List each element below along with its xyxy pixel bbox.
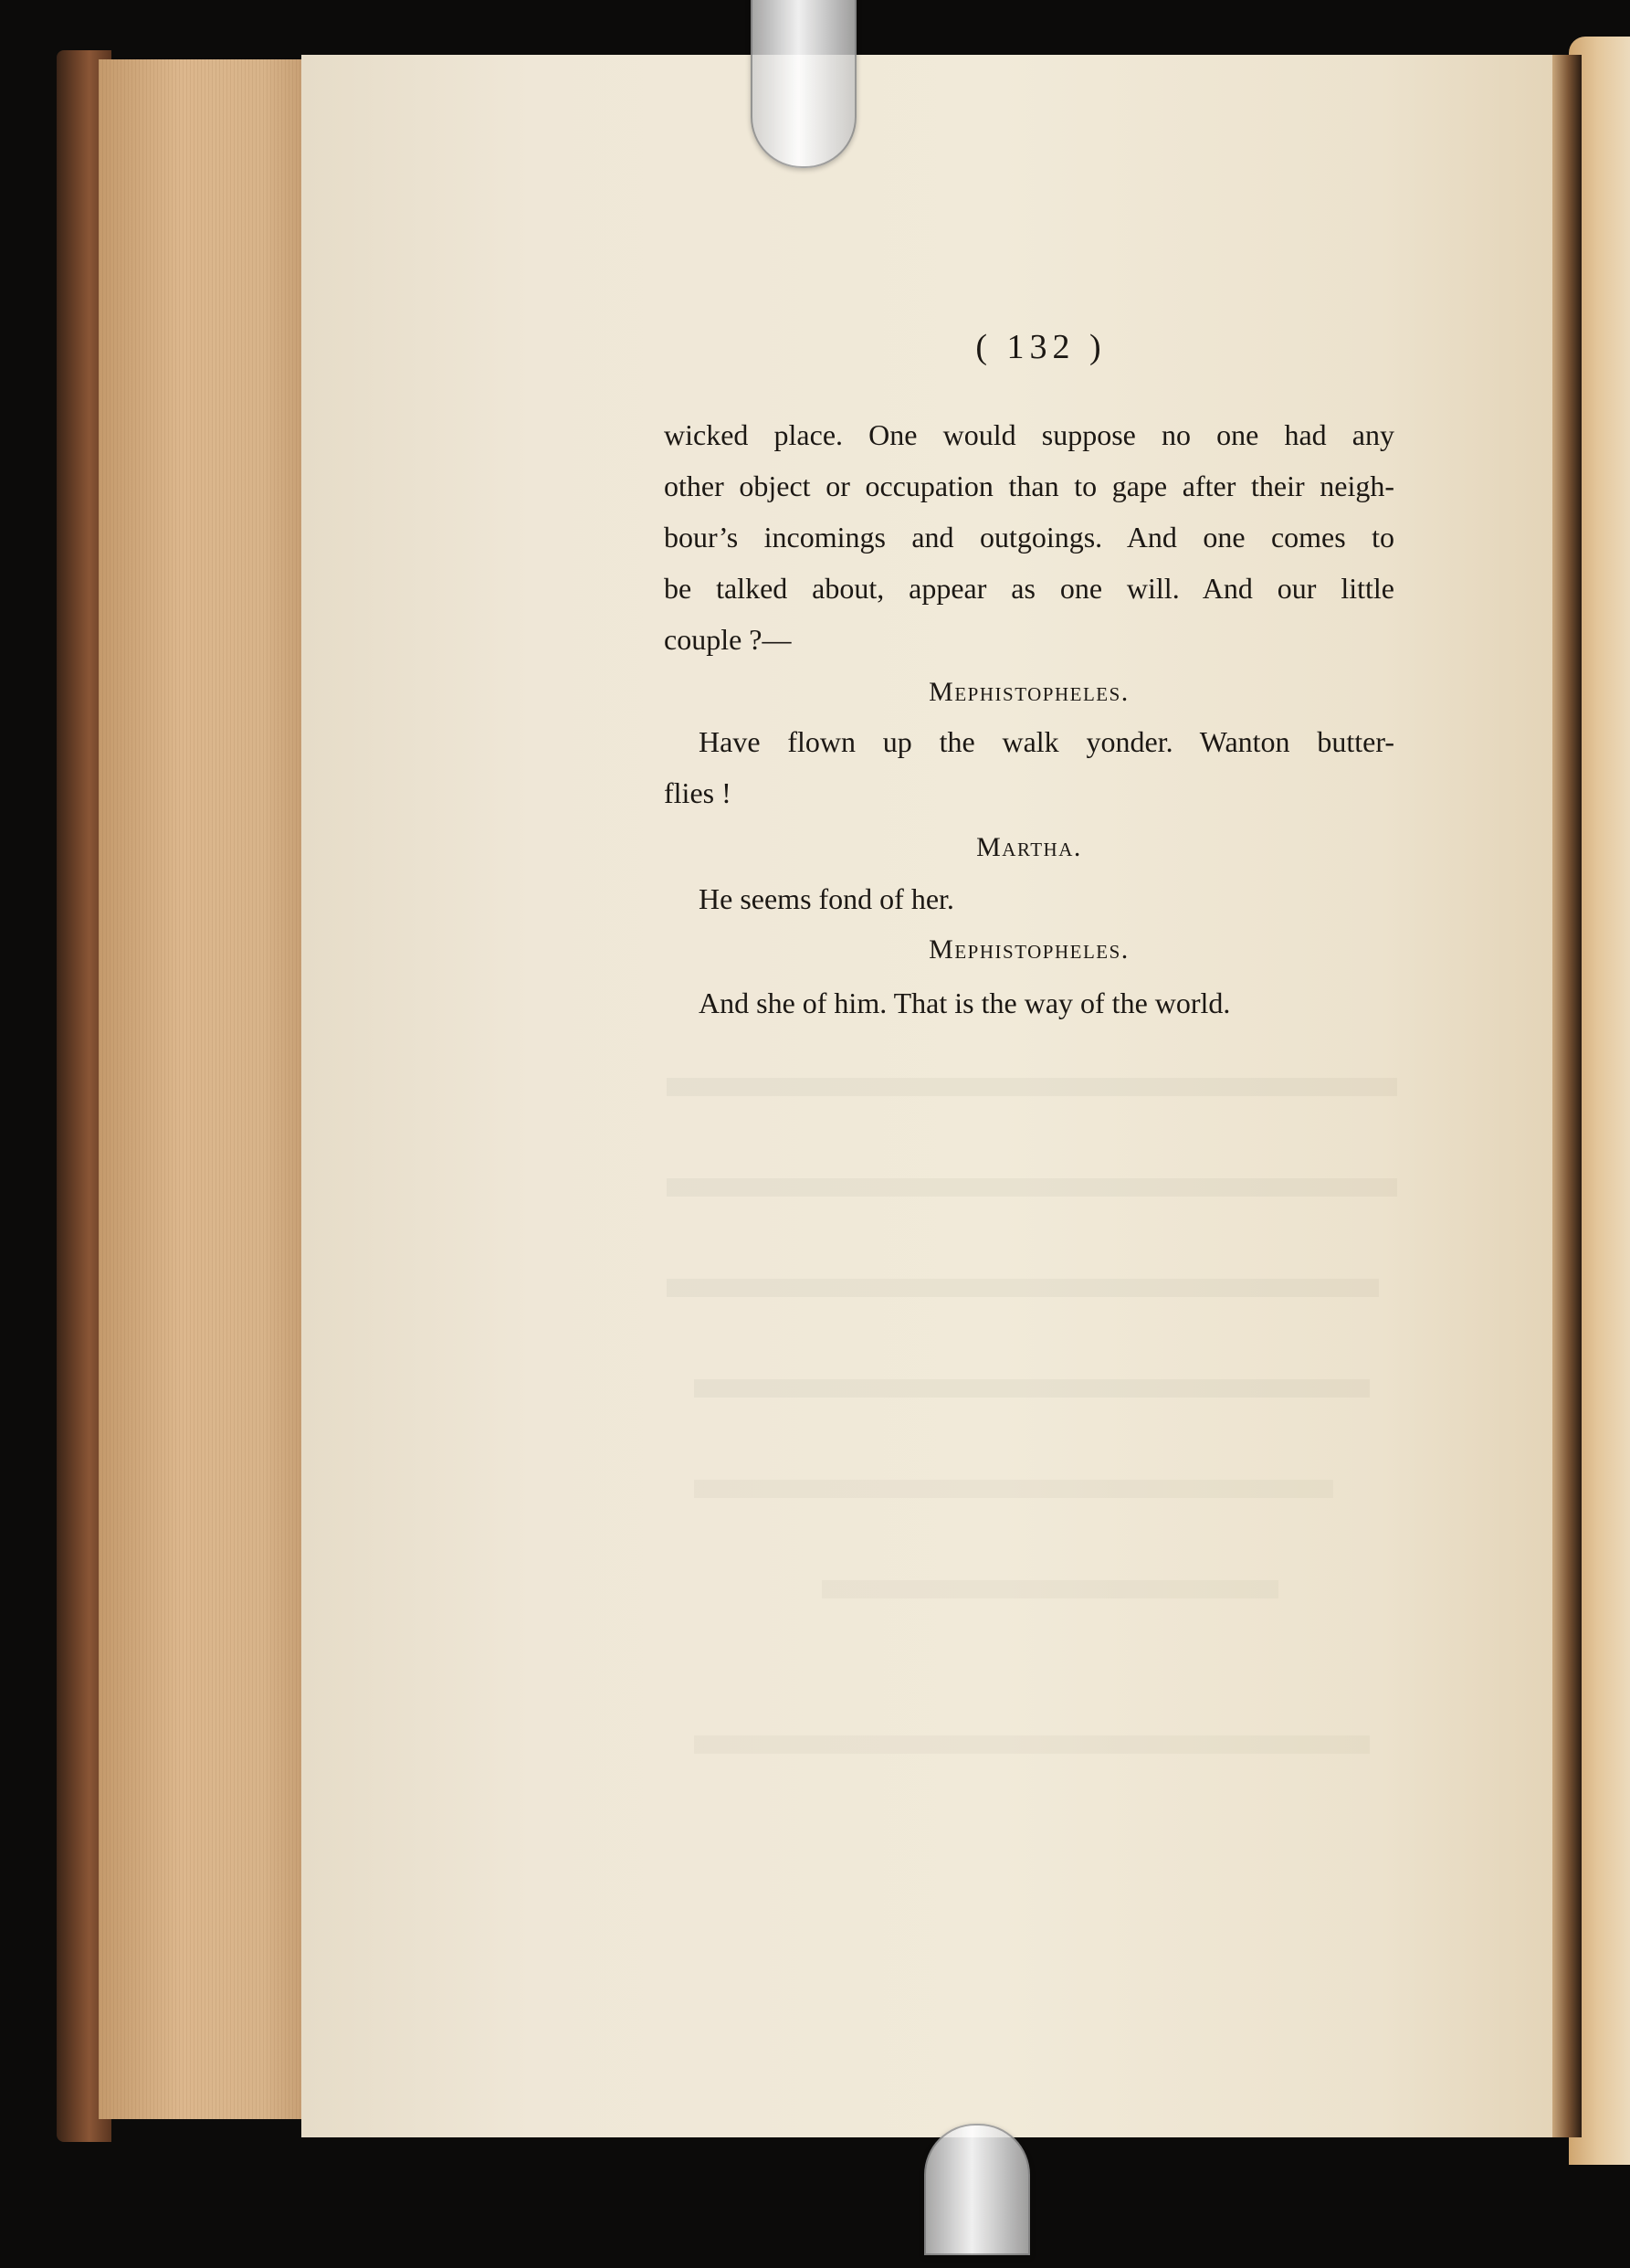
page-block-edges (99, 59, 304, 2119)
speaker-name: Mephistopheles. (929, 934, 1130, 965)
page-number: ( 132 ) (975, 328, 1107, 366)
speaker-name: Martha. (976, 832, 1082, 862)
text-line: bour’s incomings and outgoings. And one comes to (664, 521, 1394, 554)
speaker-name: Mephistopheles. (929, 677, 1130, 707)
show-through-shadow (667, 1178, 1397, 1197)
show-through-shadow (667, 1078, 1397, 1096)
show-through-shadow (667, 1279, 1379, 1297)
book-page (301, 55, 1571, 2137)
text-line: other object or occupation than to gape after their neigh- (664, 469, 1394, 502)
show-through-shadow (694, 1735, 1370, 1754)
show-through-shadow (822, 1580, 1278, 1598)
dialogue-line: He seems fond of her. (699, 882, 954, 915)
page-gutter (1552, 55, 1582, 2137)
text-line: wicked place. One would suppose no one had any (664, 418, 1394, 451)
text-line: couple ?— (664, 623, 792, 656)
page-clip-top (751, 0, 857, 168)
show-through-shadow (694, 1480, 1333, 1498)
text-line: be talked about, appear as one will. And our little (664, 572, 1394, 605)
dialogue-line: Have flown up the walk yonder. Wanton butter- (699, 725, 1394, 758)
show-through-shadow (694, 1379, 1370, 1398)
page-clip-bottom (924, 2124, 1030, 2255)
dialogue-line: And she of him. That is the way of the world. (699, 986, 1231, 1019)
dialogue-line: flies ! (664, 776, 731, 809)
